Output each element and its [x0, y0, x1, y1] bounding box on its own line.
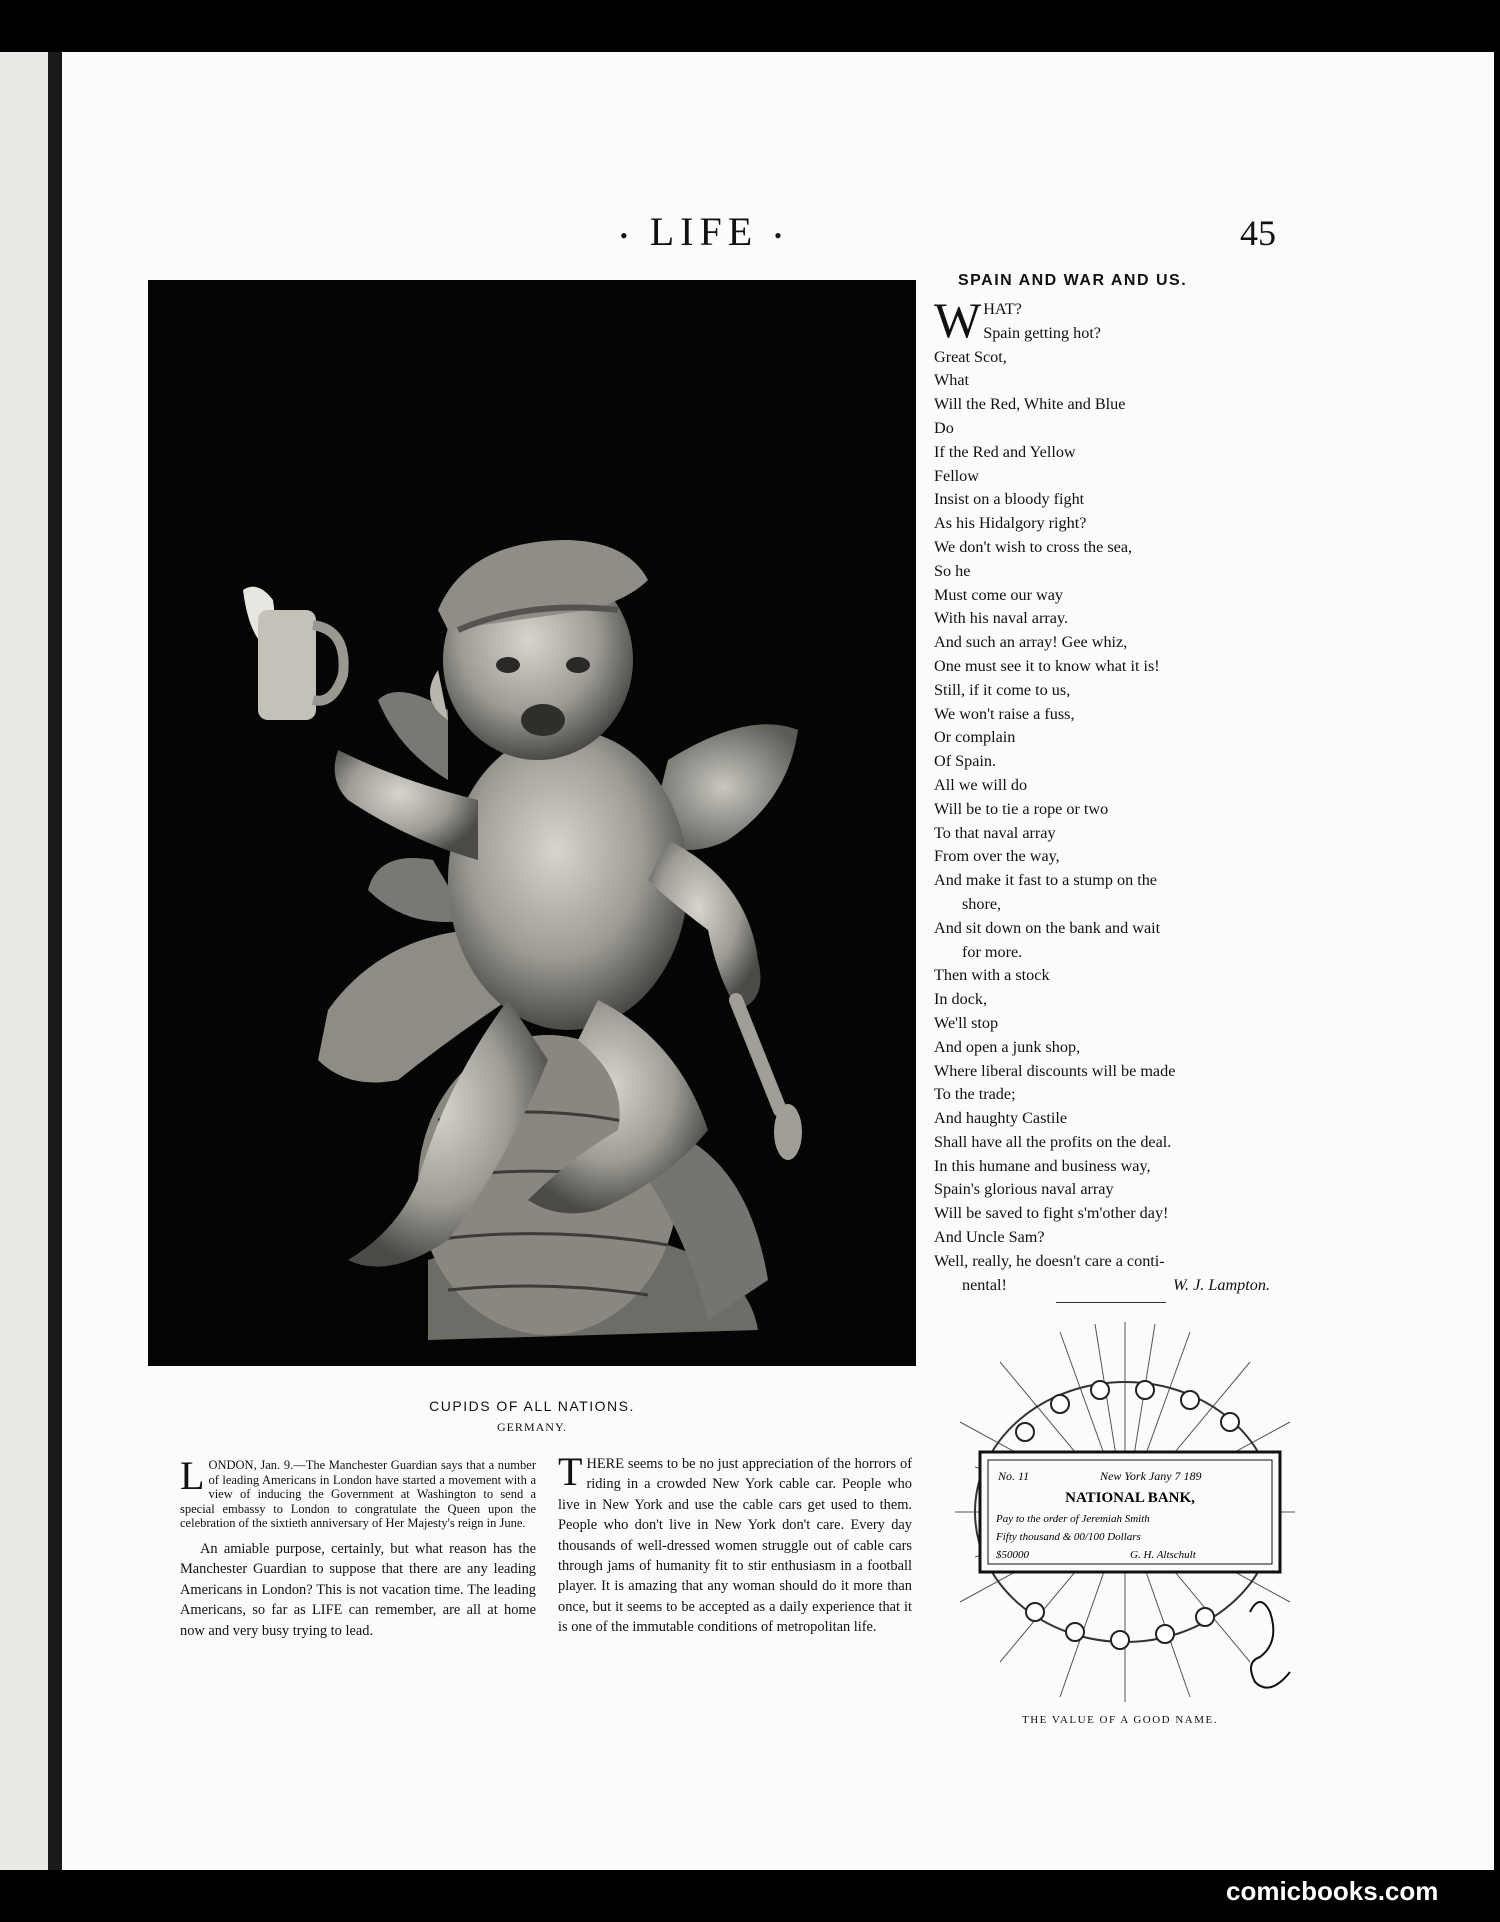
- poem-author: W. J. Lampton.: [1173, 1275, 1270, 1294]
- watermark: comicbooks.com: [1226, 1876, 1439, 1906]
- poem-line: If the Red and Yellow: [934, 442, 1076, 461]
- poem-line: And sit down on the bank and wait: [934, 918, 1161, 937]
- check-pay-line: Pay to the order of Jeremiah Smith: [996, 1513, 1150, 1525]
- check-caption: THE VALUE OF A GOOD NAME.: [1022, 1714, 1218, 1726]
- poem-line: One must see it to know what it is!: [934, 656, 1160, 675]
- dropcap-l: L: [180, 1453, 205, 1498]
- dropcap-w: W: [934, 292, 982, 348]
- poem-line: Or complain: [934, 728, 1016, 747]
- poem-line: Will be to tie a rope or two: [934, 799, 1109, 818]
- photo-caption: CUPIDS OF ALL NATIONS.: [429, 1398, 635, 1414]
- check-number: No. 11: [998, 1469, 1030, 1483]
- masthead-dot-right: •: [774, 222, 788, 248]
- poem-line: We'll stop: [934, 1013, 999, 1032]
- poem-last-line: [934, 1274, 1280, 1298]
- poem-line: Fellow: [934, 466, 979, 485]
- masthead-title: LIFE: [649, 209, 759, 254]
- cupid-photo: [148, 280, 916, 1366]
- poem-last-word: nental!: [962, 1275, 1007, 1294]
- poem-line: Still, if it come to us,: [934, 680, 1071, 699]
- poem-line: As his Hidalgory right?: [934, 514, 1087, 533]
- article-cable-car-text: HERE seems to be no just appreciation of the horrors of riding in a crowded New York cable car. People who live in New York and use the cable cars get used to them. People who don't live in New York don't care. Every day thousands of well-dressed women struggle out of cable cars through jams of humanity fit to stir enthusiasm in a football player. It is amazing that any woman should do it more than once, but it seems to be accepted as a daily experience that it is one of the immutable conditions of metropolitan life.: [558, 1456, 912, 1636]
- poem-line: In dock,: [934, 990, 988, 1009]
- poem-line: What: [934, 371, 970, 390]
- poem-line: And Uncle Sam?: [934, 1228, 1045, 1247]
- article-london-p2: An amiable purpose, certainly, but what reason has the Manchester Guardian to suppose that there are any leading Americans in London? This is not vacation time. The leading Americans, so far as LIFE can remember, are all at home now and very busy trying to lead.: [180, 1540, 536, 1639]
- masthead-dot-left: •: [620, 222, 634, 248]
- dropcap-t: T: [558, 1449, 583, 1494]
- poem-line: And haughty Castile: [934, 1109, 1068, 1128]
- poem-line: From over the way,: [934, 847, 1060, 866]
- poem-line: To that naval array: [934, 823, 1056, 842]
- poem-line: Must come our way: [934, 585, 1064, 604]
- check-amount-words: Fifty thousand & 00/100 Dollars: [996, 1531, 1141, 1543]
- poem-line: for more.: [962, 942, 1023, 961]
- masthead: [620, 208, 788, 255]
- poem-line: We won't raise a fuss,: [934, 704, 1075, 723]
- poem-title: SPAIN AND WAR AND US.: [958, 272, 1188, 289]
- poem-line: And such an array! Gee whiz,: [934, 633, 1128, 652]
- artist-monogram: [1250, 1602, 1290, 1688]
- poem-line: With his naval array.: [934, 609, 1069, 628]
- article-london-p1-text: ONDON, Jan. 9.—The Manchester Guardian says that a number of leading Americans in London have started a movement with a view of inducing the Government at Washington to send a special embassy to London to congratulate the Queen upon the celebration of the sixtieth anniversary of Her Majesty's reign in June.: [180, 1458, 536, 1531]
- poem-line: Will the Red, White and Blue: [934, 395, 1126, 414]
- page-number: 45: [1240, 213, 1276, 253]
- facing-page-edge: [0, 52, 48, 1870]
- poem-line: And make it fast to a stump on the: [934, 871, 1157, 890]
- cupid-sculpture-illustration: [148, 280, 916, 1366]
- poem-line: And open a junk shop,: [934, 1037, 1081, 1056]
- poem-line: Where liberal discounts will be made: [934, 1061, 1176, 1080]
- poem-line: Do: [934, 418, 954, 437]
- check-place-date: New York Jany 7 189: [1100, 1469, 1202, 1483]
- poem-line: Then with a stock: [934, 966, 1050, 985]
- check-bank-name: NATIONAL BANK,: [1065, 1490, 1195, 1506]
- poem-line: Shall have all the profits on the deal.: [934, 1132, 1172, 1151]
- poem-line: Great Scot,: [934, 347, 1007, 366]
- article-london-p1: [180, 1453, 536, 1531]
- poem-line-second: Spain getting hot?: [983, 323, 1101, 342]
- binding-gutter: [48, 52, 62, 1870]
- article-london: [180, 1453, 536, 1641]
- poem-line: Of Spain.: [934, 752, 997, 771]
- poem-line: shore,: [962, 894, 1002, 913]
- poem-line: All we will do: [934, 775, 1028, 794]
- poem-line: We don't wish to cross the sea,: [934, 537, 1133, 556]
- poem-line: Well, really, he doesn't care a conti-: [934, 1251, 1165, 1270]
- article-cable-car-p1: [558, 1449, 912, 1638]
- photo-subcaption: GERMANY.: [496, 1420, 568, 1434]
- poem-first-word: HAT?: [983, 300, 1022, 318]
- article-cable-car: [558, 1449, 912, 1638]
- poem-line: Insist on a bloody fight: [934, 490, 1085, 509]
- check-amount: $50000: [996, 1549, 1029, 1561]
- poem-line: Spain's glorious naval array: [934, 1180, 1114, 1199]
- poem-line: So he: [934, 561, 971, 580]
- poem: [934, 292, 1280, 1297]
- poem-line: Will be saved to fight s'm'other day!: [934, 1204, 1169, 1223]
- divider-rule: [1056, 1302, 1166, 1303]
- check-drawing: [950, 1312, 1300, 1712]
- check-signer: G. H. Altschult: [1130, 1549, 1196, 1561]
- poem-line: To the trade;: [934, 1085, 1016, 1104]
- check-illustration: [950, 1312, 1300, 1712]
- poem-line: In this humane and business way,: [934, 1156, 1151, 1175]
